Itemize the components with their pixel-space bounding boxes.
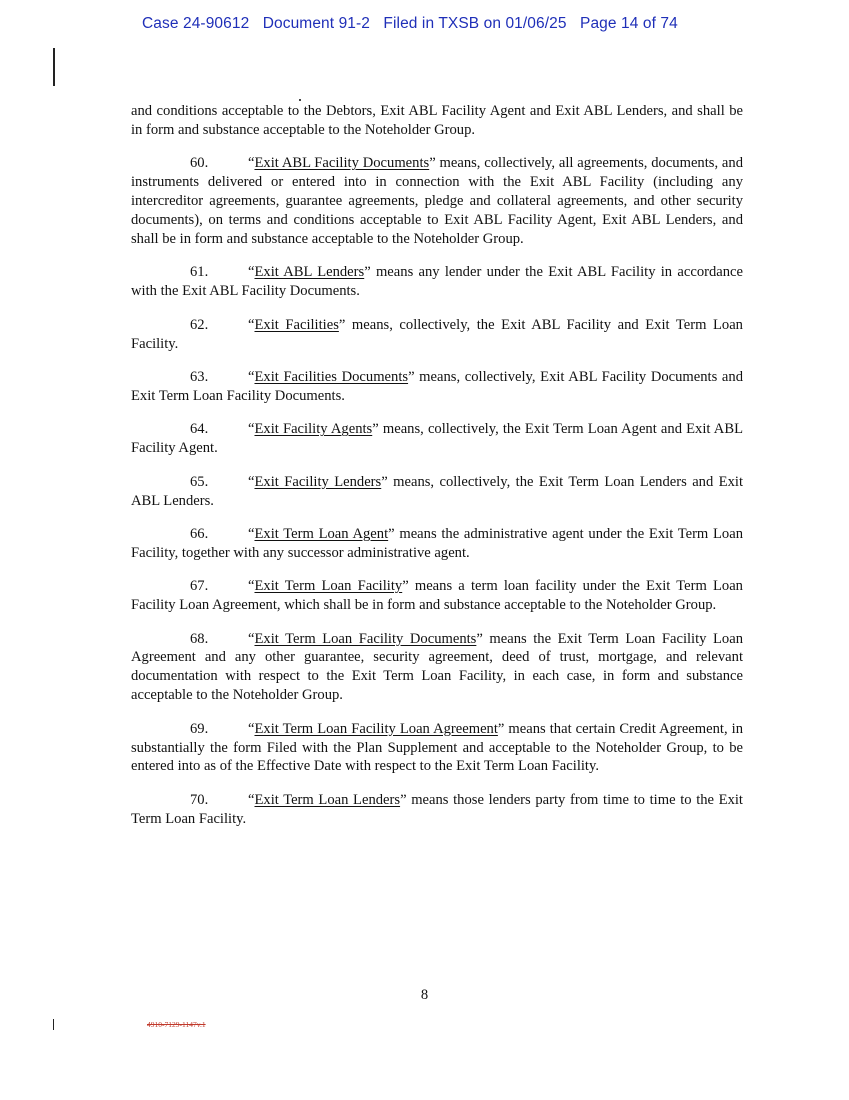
- definition-text: means, collectively, the Exit Term Loan Lenders and Exit ABL Lenders.: [131, 473, 743, 509]
- change-bar: [53, 48, 55, 86]
- definition-paragraph: 63. “Exit Facilities Documents” means, collectively, Exit ABL Facility Documents and Exit Term Loan Facility Documents.: [131, 368, 743, 404]
- document-number: Document 91-2: [262, 15, 370, 32]
- defined-term: Exit Facility Lenders: [254, 473, 382, 490]
- case-number: Case 24-90612: [142, 15, 250, 32]
- definition-number: 60.: [190, 155, 209, 172]
- definition-text: means any lender under the Exit ABL Facility in accordance with the Exit ABL Facility Documents.: [131, 264, 743, 300]
- definition-paragraph: 67. “Exit Term Loan Facility” means a term loan facility under the Exit Term Loan Facility Loan Agreement, which shall be in form and substance acceptable to the Noteholder Group.: [131, 578, 743, 614]
- document-id: 4910-7129-1147v.1: [147, 1020, 206, 1029]
- document-body: [131, 102, 743, 843]
- defined-term: Exit Facilities: [254, 316, 339, 333]
- page-number: 8: [420, 987, 429, 1003]
- definition-text: means that certain Credit Agreement, in substantially the form Filed with the Plan Supplement and acceptable to the Noteholder Group, to be entered into as of the Effective Date with respect to the Exit Term Loan Facility.: [131, 720, 743, 775]
- definition-paragraph: 64. “Exit Facility Agents” means, collectively, the Exit Term Loan Agent and Exit ABL Facility Agent.: [131, 421, 743, 457]
- definition-number: 61.: [190, 264, 209, 281]
- change-bar: [53, 1019, 54, 1030]
- intro-paragraph: and conditions acceptable to the Debtors, Exit ABL Facility Agent and Exit ABL Lenders, and shall be in form and substance acceptable to the Noteholder Group.: [131, 103, 743, 138]
- definition-paragraph: 66. “Exit Term Loan Agent” means the administrative agent under the Exit Term Loan Facility, together with any successor administrative agent.: [131, 525, 743, 561]
- definition-paragraph: 69. “Exit Term Loan Facility Loan Agreement” means that certain Credit Agreement, in substantially the form Filed with the Plan Supplement and acceptable to the Noteholder Group, to be entered into as of the Effective Date with respect to the Exit Term Loan Facility.: [131, 720, 743, 775]
- definition-number: 65.: [190, 473, 209, 490]
- definition-text: means those lenders party from time to time to the Exit Term Loan Facility.: [131, 791, 743, 827]
- definition-number: 70.: [190, 791, 209, 808]
- filed-info: Filed in TXSB on 01/06/25: [383, 15, 567, 32]
- page-info: Page 14 of 74: [580, 15, 678, 32]
- definition-text: means the Exit Term Loan Facility Loan Agreement and any other guarantee, security agreement, deed of trust, mortgage, and relevant documentation with respect to the Exit Term Loan Facility, in each case, in form and substance acceptable to the Noteholder Group.: [131, 630, 743, 704]
- defined-term: Exit ABL Facility Documents: [254, 155, 430, 172]
- defined-term: Exit ABL Lenders: [254, 264, 365, 281]
- definitions-list: [131, 154, 743, 828]
- definition-text: means a term loan facility under the Exit Term Loan Facility Loan Agreement, which shall be in form and substance acceptable to the Noteholder Group.: [131, 578, 743, 614]
- definition-paragraph: 68. “Exit Term Loan Facility Documents” means the Exit Term Loan Facility Loan Agreement and any other guarantee, security agreement, deed of trust, mortgage, and relevant documentation with respect to the Exit Term Loan Facility, in each case, in form and substance acceptable to the Noteholder Group.: [131, 630, 743, 704]
- definition-number: 69.: [190, 720, 209, 737]
- definition-number: 67.: [190, 578, 209, 595]
- definition-number: 66.: [190, 525, 209, 542]
- definition-text: means, collectively, Exit ABL Facility Documents and Exit Term Loan Facility Documents.: [131, 368, 743, 404]
- defined-term: Exit Term Loan Facility: [254, 578, 403, 595]
- stray-mark: [299, 99, 301, 101]
- definition-paragraph: 65. “Exit Facility Lenders” means, collectively, the Exit Term Loan Lenders and Exit ABL Lenders.: [131, 473, 743, 509]
- definition-text: means, collectively, the Exit Term Loan Agent and Exit ABL Facility Agent.: [131, 421, 743, 457]
- definition-paragraph: 60. “Exit ABL Facility Documents” means, collectively, all agreements, documents, and instruments delivered or entered into in connection with the Exit ABL Facility (including any intercreditor agreements, guarantee agreements, pledge and collateral agreements, and other security documents), on terms and conditions acceptable to Exit ABL Facility Agent, Exit ABL Lenders, and shall be in form and substance acceptable to the Noteholder Group.: [131, 155, 743, 247]
- definition-paragraph: 62. “Exit Facilities” means, collectively, the Exit ABL Facility and Exit Term Loan Facility.: [131, 316, 743, 352]
- definition-text: means, collectively, all agreements, documents, and instruments delivered or entered into in connection with the Exit ABL Facility (including any intercreditor agreements, guarantee agreements, pledge and collateral agreements, and other security documents), on terms and conditions acceptable to Exit ABL Facility Agent, Exit ABL Lenders, and shall be in form and substance acceptable to the Noteholder Group.: [131, 155, 743, 247]
- defined-term: Exit Term Loan Agent: [254, 525, 389, 542]
- defined-term: Exit Term Loan Facility Documents: [254, 630, 477, 647]
- filing-header: [0, 15, 849, 33]
- definition-paragraph: 61. “Exit ABL Lenders” means any lender under the Exit ABL Facility in accordance with the Exit ABL Facility Documents.: [131, 264, 743, 300]
- definition-number: 64.: [190, 421, 209, 438]
- definition-text: means, collectively, the Exit ABL Facility and Exit Term Loan Facility.: [131, 316, 743, 352]
- definition-paragraph: 70. “Exit Term Loan Lenders” means those lenders party from time to time to the Exit Term Loan Facility.: [131, 791, 743, 827]
- definition-number: 62.: [190, 316, 209, 333]
- definition-number: 63.: [190, 368, 209, 385]
- defined-term: Exit Facility Agents: [254, 421, 373, 438]
- definition-number: 68.: [190, 630, 209, 647]
- defined-term: Exit Term Loan Lenders: [254, 791, 401, 808]
- defined-term: Exit Facilities Documents: [254, 368, 409, 385]
- defined-term: Exit Term Loan Facility Loan Agreement: [254, 720, 498, 737]
- definition-text: means the administrative agent under the Exit Term Loan Facility, together with any successor administrative agent.: [131, 525, 743, 561]
